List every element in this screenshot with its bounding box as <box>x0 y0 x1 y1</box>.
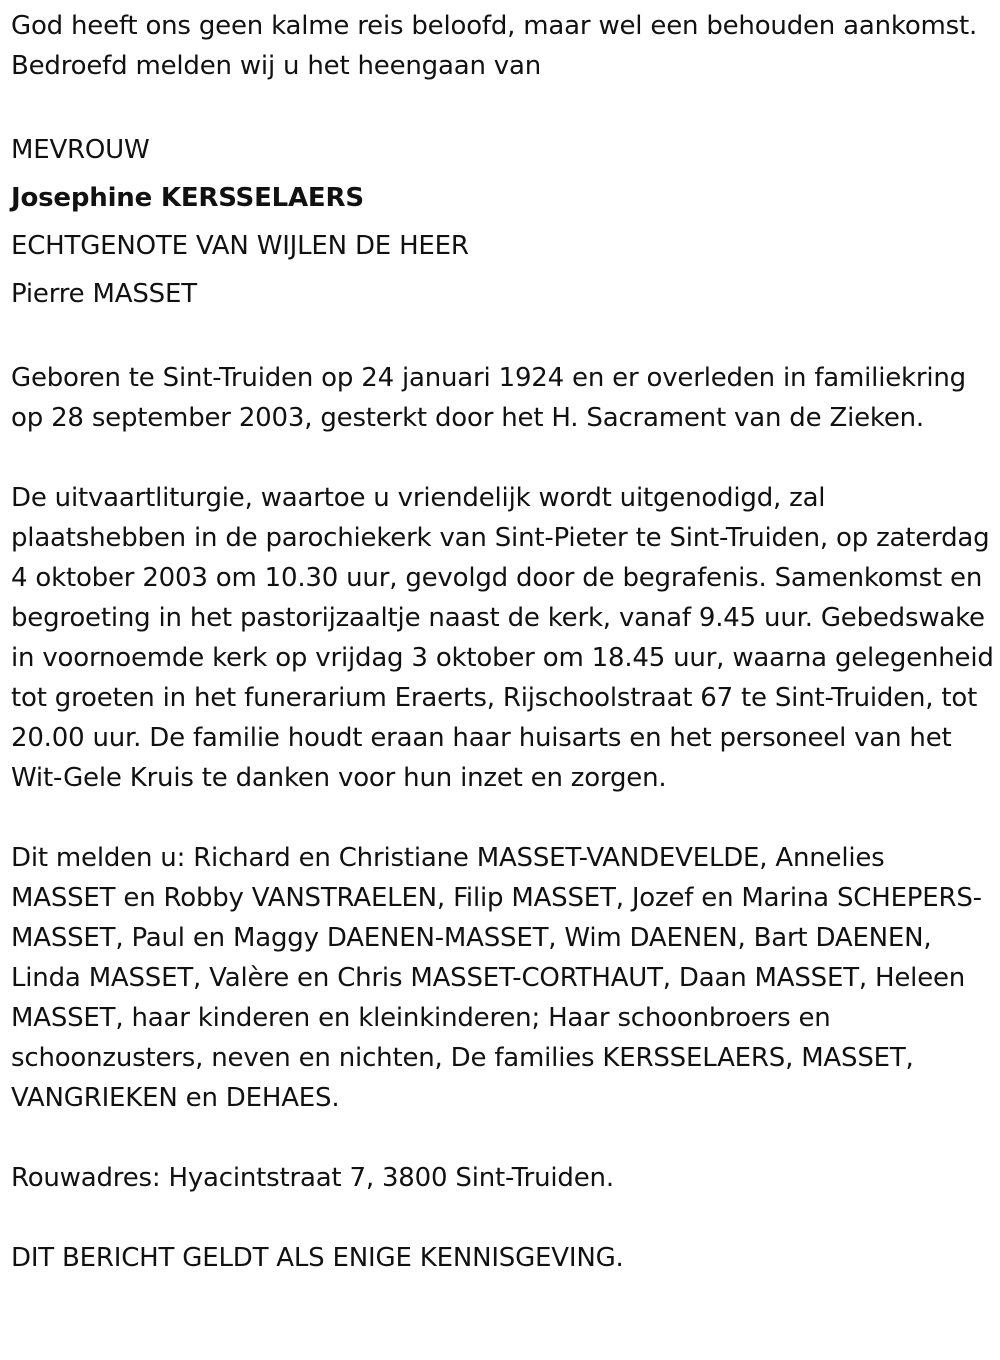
spouse-name: Pierre MASSET <box>11 279 197 309</box>
address-line: Rouwadres: Hyacintstraat 7, 3800 Sint-Truiden. <box>11 1163 614 1193</box>
obituary-document <box>11 6 996 1278</box>
notice-line: DIT BERICHT GELDT ALS ENIGE KENNISGEVING. <box>11 1243 624 1273</box>
deceased-name: Josephine KERSSELAERS <box>11 183 364 213</box>
spouse-title: ECHTGENOTE VAN WIJLEN DE HEER <box>11 231 469 261</box>
family-paragraph: Dit melden u: Richard en Christiane MASSET-VANDEVELDE, Annelies MASSET en Robby VANSTRAELEN, Filip MASSET, Jozef en Marina SCHEPERS-MASSET, Paul en Maggy DAENEN-MASSET, Wim DAENEN, Bart DAENEN, Linda MASSET, Valère en Chris MASSET-CORTHAUT, Daan MASSET, Heleen MASSET, haar kinderen en kleinkinderen; Haar schoonbroers en schoonzusters, neven en nichten, De families KERSSELAERS, MASSET, VANGRIEKEN en DEHAES. <box>11 843 982 1113</box>
honorific: MEVROUW <box>11 135 150 165</box>
intro-paragraph: God heeft ons geen kalme reis beloofd, maar wel een behouden aankomst. Bedroefd melden wij u het heengaan van <box>11 11 978 81</box>
funeral-paragraph: De uitvaartliturgie, waartoe u vriendelijk wordt uitgenodigd, zal plaatshebben in de parochiekerk van Sint-Pieter te Sint-Truiden, op zaterdag 4 oktober 2003 om 10.30 uur, gevolgd door de begrafenis. Samenkomst en begroeting in het pastorijzaaltje naast de kerk, vanaf 9.45 uur. Gebedswake in voornoemde kerk op vrijdag 3 oktober om 18.45 uur, waarna gelegenheid tot groeten in het funerarium Eraerts, Rijschoolstraat 67 te Sint-Truiden, tot 20.00 uur. De familie houdt eraan haar huisarts en het personeel van het Wit-Gele Kruis te danken voor hun inzet en zorgen. <box>11 483 994 793</box>
birth-death-paragraph: Geboren te Sint-Truiden op 24 januari 1924 en er overleden in familiekring op 28 september 2003, gesterkt door het H. Sacrament van de Zieken. <box>11 363 966 433</box>
deceased-title-block <box>11 126 996 318</box>
